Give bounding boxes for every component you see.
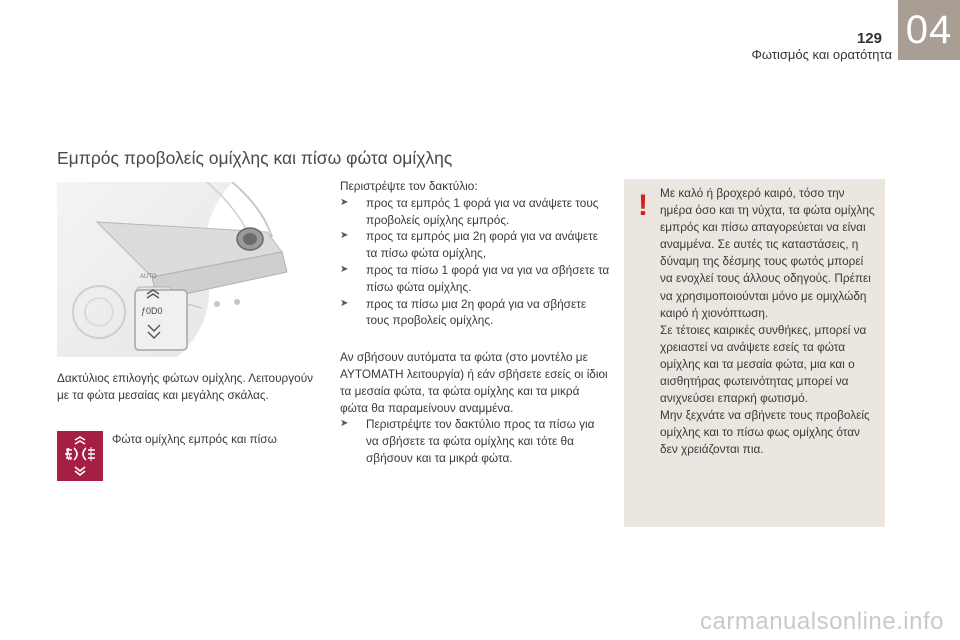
light-stalk-illustration xyxy=(57,182,317,357)
list-item: ➤ Περιστρέψτε τον δακτύλιο προς τα πίσω για να σβήσετε τα φώτα ομίχλης και τότε θα σβήσουν και τα μικρά φώτα. xyxy=(340,417,595,465)
watermark: carmanualsonline.info xyxy=(700,608,944,635)
list-item: ➤ προς τα εμπρός 1 φορά για να ανάψετε τους προβολείς ομίχλης εμπρός. xyxy=(340,195,599,227)
bullet-arrow-icon: ➤ xyxy=(340,297,349,309)
list-item: ➤ προς τα πίσω μια 2η φορά για να σβήσετε τους προβολείς ομίχλης. xyxy=(340,296,587,328)
warning-paragraph: Σε τέτοιες καιρικές συνθήκες, μπορεί να χρειαστεί να ανάψετε εσείς τα φώτα ομίχλης και τα μεσαία φώτα, μια και ο αισθητήρας φωτεινότητας μπορεί να ανιχνεύσει επαρκή φωτισμό. xyxy=(660,322,867,406)
instructions-intro: Περιστρέψτε τον δακτύλιο: xyxy=(340,179,478,193)
badge-label: Φώτα ομίχλης εμπρός και πίσω xyxy=(112,432,277,446)
front-rear-fog-lights-icon xyxy=(61,436,99,476)
warning-icon: ! xyxy=(638,189,648,222)
auto-label: AUTO xyxy=(140,274,157,280)
warning-paragraph: Μην ξεχνάτε να σβήνετε τους προβολείς ομίχλης και το πίσω φως ομίχλης όταν δεν χρειάζονται πια. xyxy=(660,408,870,457)
caption: Δακτύλιος επιλογής φώτων ομίχλης. Λειτουργούν με τα φώτα μεσαίας και μεγάλης σκάλας. xyxy=(57,371,314,402)
warning-text xyxy=(660,185,876,459)
page-number: 129 xyxy=(856,30,882,47)
chapter-title: Φωτισμός και ορατότητα xyxy=(751,47,892,62)
auto-note: Αν σβήσουν αυτόματα τα φώτα (στο μοντέλο με ΑΥΤΟΜΑΤΗ λειτουργία) ή εάν σβήσετε εσείς οι ίδιοι τα μεσαία φώτα, τα φώτα ομίχλης και τα μικρά φώτα θα παραμείνουν αναμμένα. xyxy=(340,350,608,415)
bullet-arrow-icon: ➤ xyxy=(340,196,349,208)
instructions-list xyxy=(340,195,610,329)
list-item: ➤ προς τα πίσω 1 φορά για να για να σβήσετε τα πίσω φώτα ομίχλης. xyxy=(340,262,610,294)
auto-instructions-list xyxy=(340,416,610,466)
bullet-arrow-icon: ➤ xyxy=(340,230,349,242)
bullet-arrow-icon: ➤ xyxy=(340,418,349,430)
fog-light-stalk-icon xyxy=(57,182,317,357)
instructions-column xyxy=(340,178,610,467)
bullet-arrow-icon: ➤ xyxy=(340,263,349,275)
svg-text:ƒ0D0: ƒ0D0 xyxy=(141,306,163,316)
chapter-tab: 04 xyxy=(898,0,960,60)
warning-paragraph: Με καλό ή βροχερό καιρό, τόσο την ημέρα όσο και τη νύχτα, τα φώτα ομίχλης εμπρός και πίσω απαγορεύεται να είναι αναμμένα. Σε αυτές τις καταστάσεις, η δύναμη της δέσμης τους φωτός μπορεί να ενοχλεί τους άλλους οδηγούς. Πρέπει να χρησιμοποιούνται μόνο με ομιχλώδη καιρό ή χιονόπτωση. xyxy=(660,186,875,320)
fog-badge xyxy=(57,431,103,481)
warning-box xyxy=(624,179,885,527)
list-item: ➤ προς τα εμπρός μια 2η φορά για να ανάψετε τα πίσω φώτα ομίχλης, xyxy=(340,229,599,261)
section-heading: Εμπρός προβολείς ομίχλης και πίσω φώτα ομίχλης xyxy=(57,148,453,168)
